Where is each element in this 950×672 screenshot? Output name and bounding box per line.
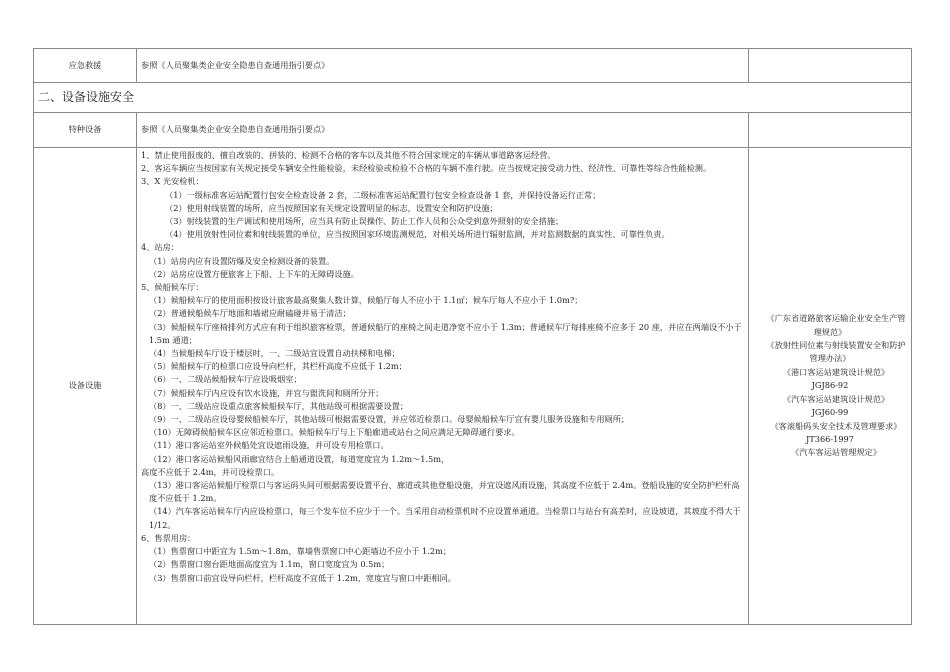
requirement-content: 参照《人员聚集类企业安全隐患自查通用指引要点》	[137, 49, 749, 83]
section-header-row	[34, 83, 912, 113]
requirement-item: （1）站房内应有设置防爆及安全检测设备的装置。	[149, 255, 335, 266]
requirement-item: （4）使用放射性同位素和射线装置的单位，应当按照国家环境监测规范，对相关场所进行辐射监测，并对监测数据的真实性、可靠性负责。	[165, 229, 670, 240]
requirement-item: 1、禁止使用报废的、擅自改装的、拼装的、检测不合格的客车以及其他不符合国家规定的车辆从事道路客运经营。	[141, 150, 556, 160]
requirement-item: （2）使用射线装置的场所，应当按照国家有关规定设置明显的标志，设置安全和防护设施；	[165, 202, 498, 213]
safety-checklist-table	[33, 48, 912, 625]
requirement-item: （1）候船候车厅的使用面积按设计旅客最高聚集人数计算，候船厅每人不应小于 1.1㎡；候车厅每人不应小于 1.0m?；	[149, 295, 583, 306]
requirement-item: （10）无障碍候船候车区应邻近检票口。候船候车厅与上下船廊道或站台之间应满足无障碍通行要求。	[149, 427, 520, 438]
table-row-facilities	[34, 148, 912, 625]
requirement-item: （9）一、二级站应设母婴候船候车厅，其他站级可根据需要设置，并应邻近检票口。母婴候船候车厅宜有婴儿服务设施和专用厕所；	[149, 414, 630, 425]
requirement-item: （2）售票窗口窗台距地面高度宜为 1.1m，窗口宽度宜为 0.5m；	[149, 559, 390, 570]
requirement-item: 6、售票用房：	[141, 532, 196, 543]
requirement-content	[137, 148, 749, 625]
requirement-item: （7）候船候车厅内应设有饮水设施，并宜与盥洗间和厕所分开；	[149, 387, 384, 398]
reference-item: 《汽车客运站建筑设计规范》	[782, 393, 890, 404]
category-label: 设备设施	[34, 148, 137, 625]
reference-item: 《广东省道路旅客运输企业安全生产管理规范》	[766, 313, 906, 337]
requirement-item: 2、客运车辆应当按国家有关规定接受车辆安全性能检验，未经检验或检验不合格的车辆不准行驶。应当按规定接受动力性、经济性、可靠性等综合性能检测。	[141, 163, 712, 174]
requirement-item: （6）一、二级站候船候车厅应设吸烟室；	[149, 374, 302, 385]
category-label: 应急救援	[34, 49, 137, 83]
table-row-emergency	[34, 49, 912, 83]
reference-item: 《客滚船码头安全技术及管理要求》JT366-1997	[770, 420, 902, 444]
section-title: 二、设备设施安全	[34, 83, 912, 113]
requirement-item: 5、候船候车厅：	[141, 282, 204, 293]
table-row-special-equipment	[34, 113, 912, 148]
reference-item: 《放射性同位素与射线装置安全和防护管理办法》	[766, 340, 906, 364]
requirement-item: （11）港口客运站室外候船处宜设遮雨设施，并可设专用检票口。	[149, 440, 389, 451]
reference-cell	[749, 49, 912, 83]
requirement-item: （3）售票窗口前宜设导向栏杆，栏杆高度不宜低于 1.2m，宽度宜与窗口中距相同。	[149, 572, 456, 583]
reference-item: JGJ60-99	[811, 407, 849, 418]
requirement-item: （12）港口客运站候船风雨廊宜结合上船通道设置，每道宽度宜为 1.2m～1.5m，	[149, 453, 450, 464]
requirement-item: （13）港口客运站候船厅检票口与客运码头间可根据需要设置平台、廊道或其他登船设施，并宜设遮风雨设施，其高度不应低于 2.4m。登船设施的安全防护栏杆高度不应低于 1.2m。	[149, 480, 740, 504]
reference-item: JGJ86-92	[811, 380, 849, 391]
reference-item: 《汽车客运站管理规定》	[790, 447, 882, 458]
requirement-item: （1）一级标准客运站配置行包安全检查设备 2 套，二级标准客运站配置行包安全检查设备 1 套，并保持设备运行正常；	[165, 189, 601, 200]
requirement-item: 3、X 光安检机：	[141, 176, 204, 187]
requirement-list	[137, 148, 748, 585]
requirement-item: （3）候船候车厅座椅排列方式应有利于组织旅客检票，普通候船厅的座椅之间走道净宽不应小于 1.3m；普通候车厅每排座椅不应多于 20 座，并应在两端设不小于 1.5m 通道；	[149, 321, 742, 345]
requirement-item: （4）当候船候车厅设于楼层时，一、二级站宜设置自动扶梯和电梯；	[149, 348, 400, 359]
requirement-item: 4、站房：	[141, 242, 179, 253]
reference-list	[749, 312, 911, 459]
reference-item: 《港口客运站建筑设计规范》	[782, 366, 890, 377]
requirement-item: （8）一、二级站应设重点旅客候船候车厅，其他站级可根据需要设置；	[149, 400, 409, 411]
requirement-item: （2）站房应设置方便旅客上下船、上下车的无障碍设施。	[149, 268, 359, 279]
category-label: 特种设备	[34, 113, 137, 148]
requirement-item: （3）射线装置的生产调试和使用场所，应当具有防止误操作、防止工作人员和公众受到意外照射的安全措施；	[165, 216, 564, 227]
requirement-item: 高度不应低于 2.4m，并可设检票口。	[141, 466, 280, 477]
reference-cell	[749, 148, 912, 625]
requirement-item: （1）售票窗口中距宜为 1.5m～1.8m，靠墙售票窗口中心距墙边不应小于 1.2m；	[149, 546, 452, 557]
requirement-item: （2）普通候船候车厅地面和墙裙应耐磕碰并易于清洁；	[149, 308, 351, 319]
requirement-content: 参照《人员聚集类企业安全隐患自查通用指引要点》	[137, 113, 749, 148]
requirement-item: （14）汽车客运站候车厅内应设检票口，每三个发车位不应少于一个。当采用自动检票机时不应设置单通道。当检票口与站台有高差时，应设坡道，其坡度不得大于 1/12。	[149, 506, 741, 530]
requirement-item: （5）候船候车厅的检票口应设导向栏杆，其栏杆高度不应低于 1.2m；	[149, 361, 407, 372]
reference-cell	[749, 113, 912, 148]
